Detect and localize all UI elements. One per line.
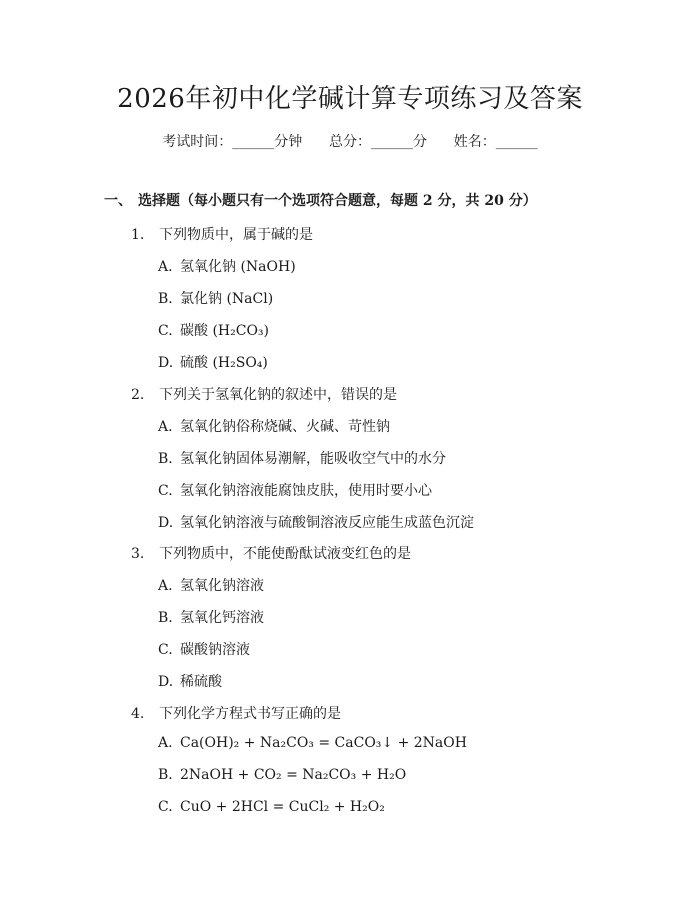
option-letter: B. <box>158 610 173 626</box>
time-label: 考试时间： <box>162 134 233 150</box>
option-4b <box>158 767 406 783</box>
option-letter: A. <box>158 578 173 594</box>
option-text: 氢氧化钠 (NaOH) <box>180 259 296 275</box>
question-4 <box>131 703 341 723</box>
option-letter: C. <box>158 323 173 339</box>
option-letter: D. <box>158 674 174 690</box>
option-3b <box>158 607 264 627</box>
question-number: 2. <box>131 387 145 403</box>
question-text: 下列关于氢氧化钠的叙述中，错误的是 <box>159 387 397 403</box>
option-letter: B. <box>158 767 173 783</box>
option-1c <box>158 320 269 340</box>
option-text: 氢氧化钙溶液 <box>180 610 264 626</box>
option-3a <box>158 575 264 595</box>
option-letter: C. <box>158 799 173 815</box>
option-4c <box>158 799 385 815</box>
option-text: 氢氧化钠固体易潮解，能吸收空气中的水分 <box>180 451 446 467</box>
option-letter: B. <box>158 291 173 307</box>
option-text: 稀硫酸 <box>180 674 222 690</box>
option-letter: A. <box>158 735 173 751</box>
page-title: 2026年初中化学碱计算专项练习及答案 <box>117 84 583 114</box>
question-1 <box>131 224 313 244</box>
option-letter: C. <box>158 483 173 499</box>
name-blank: ______ <box>495 134 538 150</box>
option-text: 氢氧化钠溶液与硫酸铜溶液反应能生成蓝色沉淀 <box>180 515 474 531</box>
question-3 <box>131 543 411 563</box>
option-letter: A. <box>158 259 173 275</box>
name-label: 姓名： <box>453 134 496 150</box>
time-unit: 分钟 <box>274 134 303 150</box>
option-text: 2NaOH + CO₂ = Na₂CO₃ + H₂O <box>180 767 407 783</box>
option-letter: A. <box>158 419 173 435</box>
option-text: 氢氧化钠溶液 <box>180 578 264 594</box>
question-number: 3. <box>131 546 145 562</box>
section-number: 一、 <box>104 193 132 209</box>
time-blank: ______ <box>232 134 275 150</box>
section-title: 选择题（每小题只有一个选项符合题意，每题 2 分，共 20 分） <box>138 193 537 209</box>
option-text: 硫酸 (H₂SO₄) <box>180 355 268 371</box>
option-2c <box>158 480 432 500</box>
option-1a <box>158 256 296 276</box>
option-4a <box>158 735 467 751</box>
option-2b <box>158 448 446 468</box>
question-number: 4. <box>131 706 145 722</box>
option-2d <box>158 512 474 532</box>
question-text: 下列物质中，属于碱的是 <box>159 227 313 243</box>
section-heading <box>104 190 537 210</box>
score-unit: 分 <box>413 134 427 150</box>
option-letter: D. <box>158 515 174 531</box>
score-blank: ______ <box>371 134 413 150</box>
option-letter: C. <box>158 642 173 658</box>
option-text: 氢氧化钠俗称烧碱、火碱、苛性钠 <box>180 419 390 435</box>
option-1b <box>158 288 273 308</box>
option-text: CuO + 2HCl = CuCl₂ + H₂O₂ <box>180 799 385 815</box>
option-2a <box>158 416 390 436</box>
option-letter: B. <box>158 451 173 467</box>
option-letter: D. <box>158 355 174 371</box>
question-text: 下列物质中，不能使酚酞试液变红色的是 <box>159 546 411 562</box>
option-text: 碳酸钠溶液 <box>180 642 250 658</box>
option-text: 碳酸 (H₂CO₃) <box>180 323 269 339</box>
question-2 <box>131 384 397 404</box>
option-3d <box>158 671 222 691</box>
exam-meta-line <box>0 131 700 151</box>
option-text: 氯化钠 (NaCl) <box>180 291 274 307</box>
option-text: 氢氧化钠溶液能腐蚀皮肤，使用时要小心 <box>180 483 432 499</box>
question-number: 1. <box>131 227 145 243</box>
question-text: 下列化学方程式书写正确的是 <box>159 706 341 722</box>
option-3c <box>158 639 250 659</box>
score-label: 总分： <box>329 134 371 150</box>
option-text: Ca(OH)₂ + Na₂CO₃ = CaCO₃↓ + 2NaOH <box>180 735 467 751</box>
option-1d <box>158 352 268 372</box>
